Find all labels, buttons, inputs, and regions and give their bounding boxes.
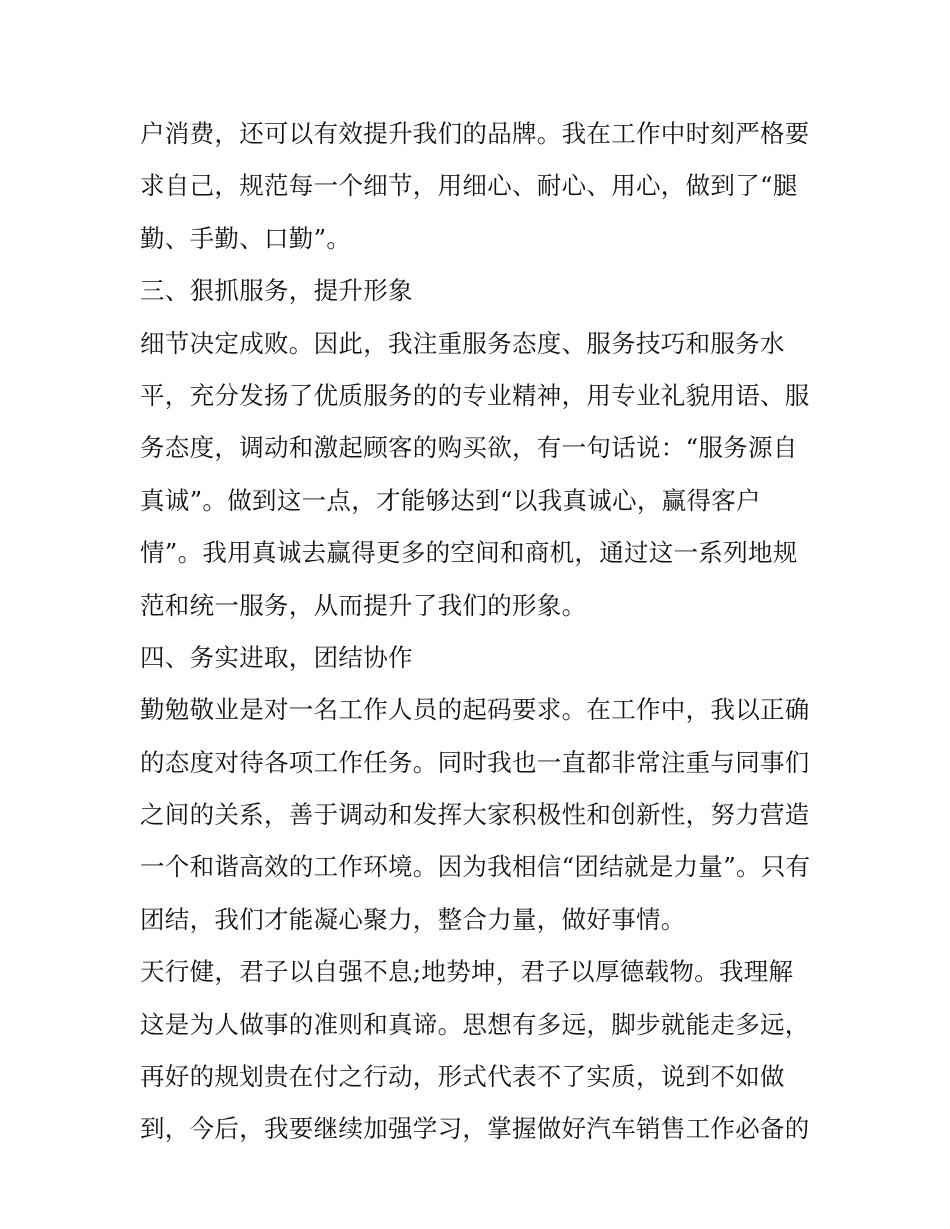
text-line: 户消费，还可以有效提升我们的品牌。我在工作中时刻严格要 xyxy=(140,119,810,148)
section-heading: 四、务实进取，团结协作 xyxy=(140,642,413,672)
text-line: 的态度对待各项工作任务。同时我也一直都非常注重与同事们 xyxy=(140,747,810,777)
text-line: 平，充分发扬了优质服务的的专业精神，用专业礼貌用语、服 xyxy=(140,380,810,410)
text-line: 真诚”。做到这一点，才能够达到“以我真诚心，赢得客户 xyxy=(140,485,761,515)
text-line: 勤、手勤、口勤”。 xyxy=(140,223,352,253)
section-heading: 三、狠抓服务，提升形象 xyxy=(140,276,413,306)
text-line: 天行健，君子以自强不息;地势坤，君子以厚德载物。我理解 xyxy=(140,957,794,987)
text-line: 范和统一服务，从而提升了我们的形象。 xyxy=(140,590,587,620)
text-line: 再好的规划贵在付之行动，形式代表不了实质，说到不如做 xyxy=(140,1062,785,1092)
text-line: 细节决定成败。因此，我注重服务态度、服务技巧和服务水 xyxy=(140,328,785,358)
text-line: 之间的关系，善于调动和发挥大家积极性和创新性，努力营造 xyxy=(140,800,810,830)
text-line: 一个和谐高效的工作环境。因为我相信“团结就是力量”。只有 xyxy=(140,852,811,882)
text-line: 到，今后，我要继续加强学习，掌握做好汽车销售工作必备的 xyxy=(140,1114,810,1144)
text-line: 求自己，规范每一个细节，用细心、耐心、用心，做到了“腿 xyxy=(140,171,798,201)
text-line: 勤勉敬业是对一名工作人员的起码要求。在工作中，我以正确 xyxy=(140,695,810,725)
text-line: 团结，我们才能凝心聚力，整合力量，做好事情。 xyxy=(140,904,686,934)
document-body xyxy=(140,108,840,1156)
text-line: 务态度，调动和激起顾客的购买欲，有一句话说：“服务源自 xyxy=(140,433,798,463)
text-line: 情”。我用真诚去赢得更多的空间和商机，通过这一系列地规 xyxy=(140,538,798,568)
text-line: 这是为人做事的准则和真谛。思想有多远，脚步就能走多远， xyxy=(140,1009,810,1039)
